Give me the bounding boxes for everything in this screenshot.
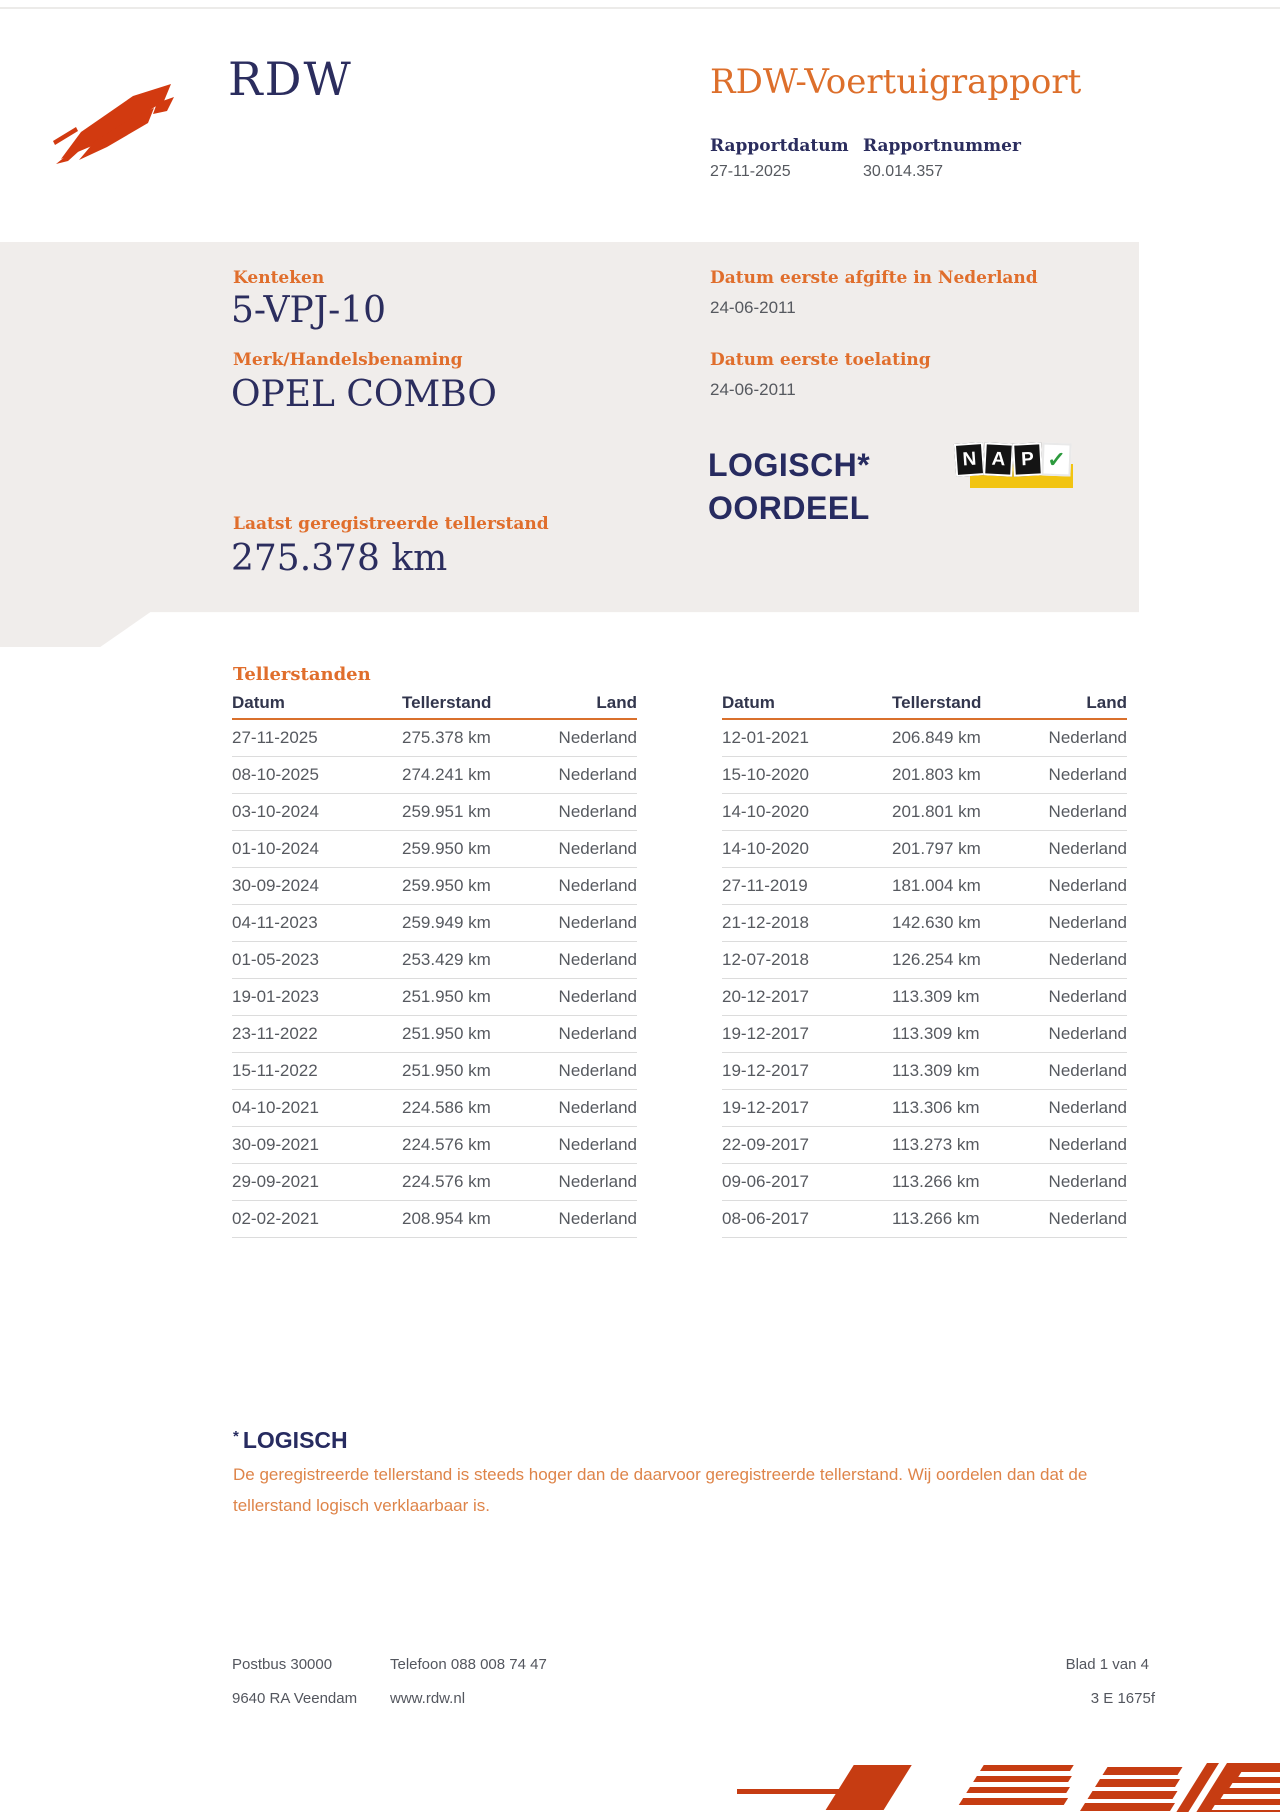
footnote-title-text: LOGISCH: [242, 1427, 348, 1453]
table-row: [232, 1127, 637, 1164]
merk-value: OPEL COMBO: [231, 374, 497, 415]
table-row: [722, 1127, 1127, 1164]
nap-checkmark-icon: ✓: [1041, 443, 1071, 477]
row-date: 09-06-2017: [722, 1172, 809, 1191]
row-date: 01-05-2023: [232, 950, 319, 969]
row-odometer: 113.266 km: [892, 1172, 980, 1191]
table-row: [232, 942, 637, 979]
table-row: [722, 979, 1127, 1016]
row-country: Nederland: [558, 1061, 637, 1080]
table-body: [232, 720, 637, 1238]
row-date: 23-11-2022: [232, 1024, 318, 1043]
column-header-land: Land: [596, 693, 637, 712]
footnote-title: [233, 1427, 348, 1454]
table-row: [722, 1201, 1127, 1238]
row-date: 08-06-2017: [722, 1209, 809, 1228]
table-row: [232, 1016, 637, 1053]
kenteken-label: Kenteken: [233, 268, 325, 288]
table-row: [232, 905, 637, 942]
row-country: Nederland: [1048, 1061, 1127, 1080]
row-country: Nederland: [1048, 728, 1127, 747]
row-country: Nederland: [558, 1098, 637, 1117]
row-date: 12-07-2018: [722, 950, 809, 969]
row-odometer: 251.950 km: [402, 1061, 491, 1080]
tellerstand-value: 275.378 km: [231, 538, 448, 579]
row-odometer: 259.950 km: [402, 839, 491, 858]
table-row: [722, 794, 1127, 831]
row-country: Nederland: [1048, 1098, 1127, 1117]
column-header-land: Land: [1086, 693, 1127, 712]
row-date: 08-10-2025: [232, 765, 319, 784]
column-header-datum: Datum: [232, 693, 285, 712]
row-odometer: 251.950 km: [402, 987, 491, 1006]
oordeel-verdict: [708, 444, 870, 530]
row-odometer: 259.951 km: [402, 802, 491, 821]
report-date-value: 27-11-2025: [710, 163, 791, 180]
report-date-label: Rapportdatum: [710, 136, 849, 156]
row-country: Nederland: [558, 913, 637, 932]
row-odometer: 126.254 km: [892, 950, 981, 969]
row-country: Nederland: [558, 1024, 637, 1043]
row-date: 04-10-2021: [232, 1098, 319, 1117]
table-row: [722, 868, 1127, 905]
row-odometer: 113.309 km: [892, 1061, 980, 1080]
page-top-edge: [0, 7, 1280, 9]
kenteken-value: 5-VPJ-10: [231, 290, 387, 331]
row-country: Nederland: [1048, 765, 1127, 784]
rdw-logo-swoosh-icon: [53, 83, 177, 165]
footer-doc-code: 3 E 1675f: [1090, 1690, 1155, 1707]
toelating-value: 24-06-2011: [710, 380, 796, 399]
table-header-row: [722, 693, 1127, 720]
tellerstanden-section-title: Tellerstanden: [233, 664, 371, 685]
row-country: Nederland: [1048, 876, 1127, 895]
table-row: [722, 905, 1127, 942]
column-header-datum: Datum: [722, 693, 775, 712]
row-odometer: 113.309 km: [892, 1024, 980, 1043]
row-odometer: 259.949 km: [402, 913, 491, 932]
table-row: [232, 794, 637, 831]
row-country: Nederland: [1048, 802, 1127, 821]
document-title: RDW-Voertuigrapport: [710, 62, 1082, 102]
oordeel-line2: OORDEEL: [708, 490, 870, 526]
table-row: [722, 1053, 1127, 1090]
row-country: Nederland: [1048, 1172, 1127, 1191]
row-date: 30-09-2021: [232, 1135, 319, 1154]
row-odometer: 206.849 km: [892, 728, 981, 747]
row-odometer: 181.004 km: [892, 876, 981, 895]
tellerstanden-table-left: [232, 693, 637, 1238]
row-date: 20-12-2017: [722, 987, 809, 1006]
row-country: Nederland: [558, 1135, 637, 1154]
row-country: Nederland: [558, 1172, 637, 1191]
row-odometer: 201.803 km: [892, 765, 981, 784]
row-date: 14-10-2020: [722, 839, 809, 858]
table-row: [232, 1201, 637, 1238]
table-row: [232, 720, 637, 757]
row-odometer: 253.429 km: [402, 950, 491, 969]
table-row: [722, 1090, 1127, 1127]
nap-logo: [953, 442, 1077, 490]
row-odometer: 274.241 km: [402, 765, 491, 784]
footnote-asterisk: *: [233, 1428, 239, 1445]
table-row: [722, 757, 1127, 794]
column-header-tellerstand: Tellerstand: [892, 693, 982, 712]
footer-address-line1: Postbus 30000: [232, 1656, 333, 1673]
row-country: Nederland: [1048, 1209, 1127, 1228]
table-row: [232, 868, 637, 905]
row-date: 14-10-2020: [722, 802, 809, 821]
oordeel-line1: LOGISCH*: [708, 447, 871, 483]
row-date: 19-01-2023: [232, 987, 319, 1006]
report-date-block: [710, 136, 849, 181]
row-date: 19-12-2017: [722, 1024, 809, 1043]
row-date: 22-09-2017: [722, 1135, 809, 1154]
table-row: [232, 1164, 637, 1201]
report-number-value: 30.014.357: [863, 163, 944, 180]
footer-address-line2: 9640 RA Veendam: [232, 1690, 358, 1707]
tellerstanden-table-right: [722, 693, 1127, 1238]
row-date: 04-11-2023: [232, 913, 318, 932]
row-odometer: 259.950 km: [402, 876, 491, 895]
footer-phone: Telefoon 088 008 74 47: [390, 1656, 547, 1673]
afgifte-value: 24-06-2011: [710, 298, 796, 317]
row-date: 02-02-2021: [232, 1209, 319, 1228]
row-odometer: 113.306 km: [892, 1098, 980, 1117]
nap-letter-a: A: [983, 442, 1014, 476]
row-date: 15-11-2022: [232, 1061, 318, 1080]
row-country: Nederland: [1048, 950, 1127, 969]
row-country: Nederland: [558, 728, 637, 747]
row-country: Nederland: [558, 802, 637, 821]
row-odometer: 113.266 km: [892, 1209, 980, 1228]
rdw-stripes-graphic: [715, 1763, 1280, 1812]
row-date: 19-12-2017: [722, 1061, 809, 1080]
row-odometer: 251.950 km: [402, 1024, 491, 1043]
row-odometer: 208.954 km: [402, 1209, 491, 1228]
table-row: [232, 1053, 637, 1090]
row-date: 30-09-2024: [232, 876, 319, 895]
table-row: [232, 757, 637, 794]
row-odometer: 113.273 km: [892, 1135, 980, 1154]
row-country: Nederland: [558, 987, 637, 1006]
row-country: Nederland: [558, 765, 637, 784]
row-country: Nederland: [1048, 1135, 1127, 1154]
row-country: Nederland: [558, 876, 637, 895]
row-odometer: 113.309 km: [892, 987, 980, 1006]
nap-letter-n: N: [954, 442, 985, 477]
row-odometer: 224.576 km: [402, 1135, 491, 1154]
table-body: [722, 720, 1127, 1238]
merk-label: Merk/Handelsbenaming: [233, 350, 463, 370]
footer-website: www.rdw.nl: [390, 1690, 466, 1707]
row-odometer: 201.801 km: [892, 802, 981, 821]
table-row: [232, 1090, 637, 1127]
row-odometer: 201.797 km: [892, 839, 981, 858]
row-date: 15-10-2020: [722, 765, 809, 784]
rdw-logo-text: RDW: [228, 52, 353, 106]
nap-logo-tiles: [955, 443, 1071, 476]
footer-page-indicator: Blad 1 van 4: [1065, 1656, 1149, 1673]
report-number-label: Rapportnummer: [863, 136, 1021, 156]
row-odometer: 224.586 km: [402, 1098, 491, 1117]
row-date: 03-10-2024: [232, 802, 319, 821]
afgifte-label: Datum eerste afgifte in Nederland: [710, 268, 1038, 288]
row-country: Nederland: [1048, 1024, 1127, 1043]
row-country: Nederland: [1048, 987, 1127, 1006]
table-row: [232, 979, 637, 1016]
row-odometer: 142.630 km: [892, 913, 981, 932]
row-country: Nederland: [558, 950, 637, 969]
tellerstand-label: Laatst geregistreerde tellerstand: [233, 514, 549, 534]
table-row: [722, 1016, 1127, 1053]
report-number-block: [863, 136, 1021, 181]
table-row: [232, 831, 637, 868]
table-row: [722, 1164, 1127, 1201]
row-country: Nederland: [1048, 913, 1127, 932]
row-country: Nederland: [558, 1209, 637, 1228]
row-odometer: 224.576 km: [402, 1172, 491, 1191]
toelating-label: Datum eerste toelating: [710, 350, 931, 370]
row-date: 27-11-2025: [232, 728, 318, 747]
table-row: [722, 720, 1127, 757]
row-date: 29-09-2021: [232, 1172, 319, 1191]
row-date: 12-01-2021: [722, 728, 809, 747]
row-date: 19-12-2017: [722, 1098, 809, 1117]
row-date: 01-10-2024: [232, 839, 319, 858]
table-row: [722, 831, 1127, 868]
footnote-text: De geregistreerde tellerstand is steeds hoger dan de daarvoor geregistreerde tellerstand. Wij oordelen dan dat de tellerstand logisch verklaarbaar is.: [233, 1465, 1088, 1515]
table-header-row: [232, 693, 637, 720]
row-country: Nederland: [1048, 839, 1127, 858]
table-row: [722, 942, 1127, 979]
row-country: Nederland: [558, 839, 637, 858]
nap-letter-p: P: [1012, 442, 1043, 476]
column-header-tellerstand: Tellerstand: [402, 693, 492, 712]
row-date: 27-11-2019: [722, 876, 808, 895]
row-date: 21-12-2018: [722, 913, 809, 932]
row-odometer: 275.378 km: [402, 728, 491, 747]
